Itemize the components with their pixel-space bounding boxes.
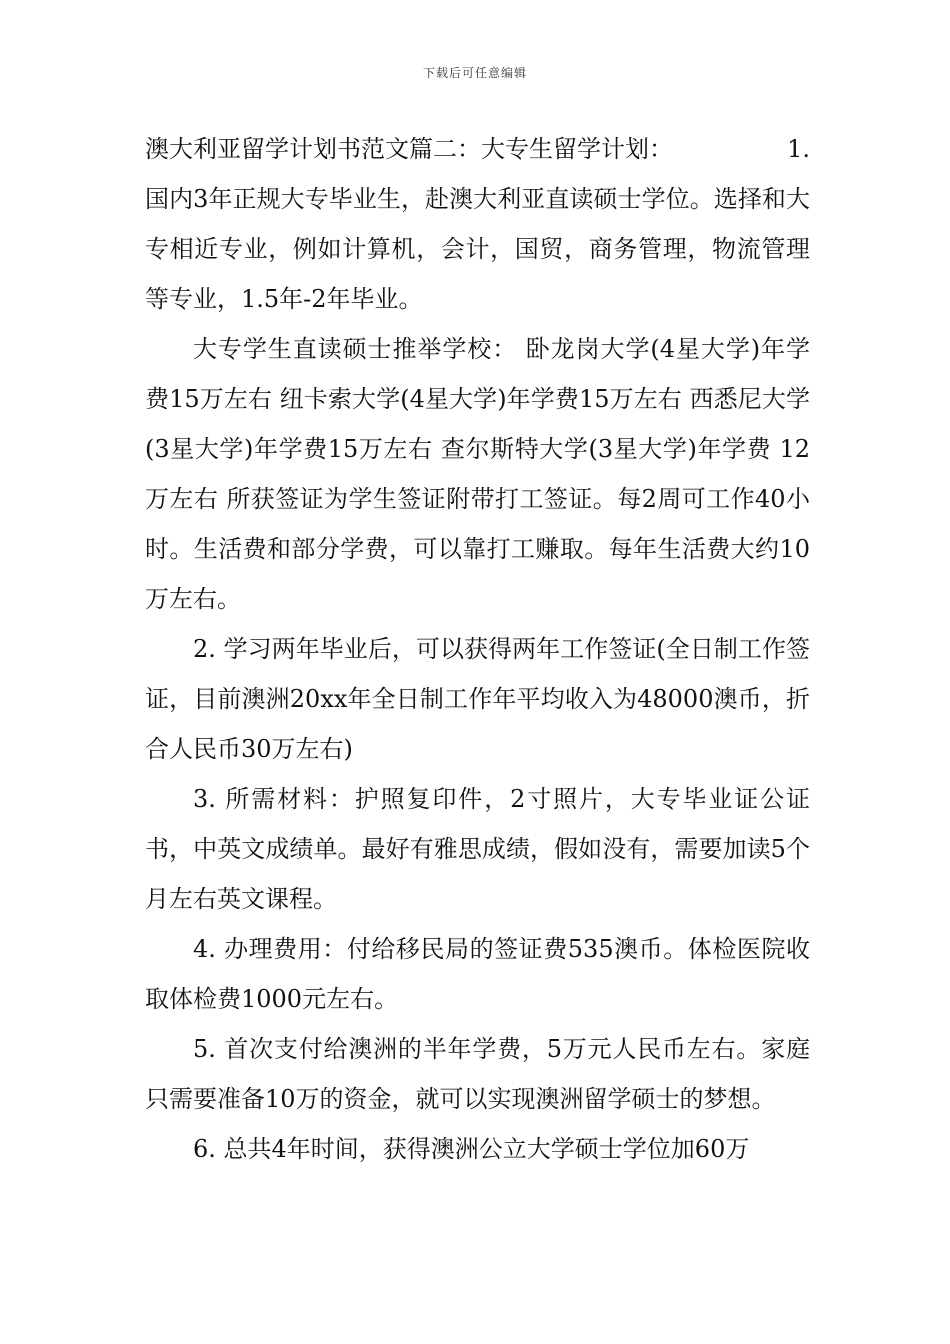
paragraph-fees: 4. 办理费用：付给移民局的签证费535澳币。体检医院收取体检费1000元左右。: [145, 935, 810, 1013]
intro-number: 1.: [787, 135, 810, 163]
paragraph-schools: 大专学生直读硕士推举学校： 卧龙岗大学(4星大学)年学费15万左右 纽卡索大学(4星大学)年学费15万左右 西悉尼大学 (3星大学)年学费15万左右 查尔斯特大学(3星大学)年学费 12万左右 所获签证为学生签证附带打工签证。每2周可工作40小时。生活费和部分学费，可以靠打工赚取。每年生活费大约10万左右。: [145, 335, 810, 613]
paragraph-work-visa: 2. 学习两年毕业后，可以获得两年工作签证(全日制工作签证，目前澳洲20xx年全日制工作年平均收入为48000澳币，折合人民币30万左右): [145, 635, 810, 763]
document-body: [145, 124, 810, 1174]
intro-paragraph: [145, 124, 810, 324]
intro-title: 澳大利亚留学计划书范文篇二：大专生留学计划：: [145, 135, 673, 163]
intro-text: 国内3年正规大专毕业生，赴澳大利亚直读硕士学位。选择和大专相近专业，例如计算机，会计，国贸，商务管理，物流管理等专业，1.5年-2年毕业。: [145, 185, 810, 313]
paragraph-first-payment: 5. 首次支付给澳洲的半年学费，5万元人民币左右。家庭只需要准备10万的资金，就可以实现澳洲留学硕士的梦想。: [145, 1035, 810, 1113]
paragraph-materials: 3. 所需材料：护照复印件，2寸照片，大专毕业证公证书，中英文成绩单。最好有雅思成绩，假如没有，需要加读5个月左右英文课程。: [145, 785, 810, 913]
intro-first-line: [145, 124, 810, 174]
page-header-note: 下载后可任意编辑: [422, 66, 527, 80]
paragraph-summary: 6. 总共4年时间，获得澳洲公立大学硕士学位加60万: [193, 1135, 750, 1163]
